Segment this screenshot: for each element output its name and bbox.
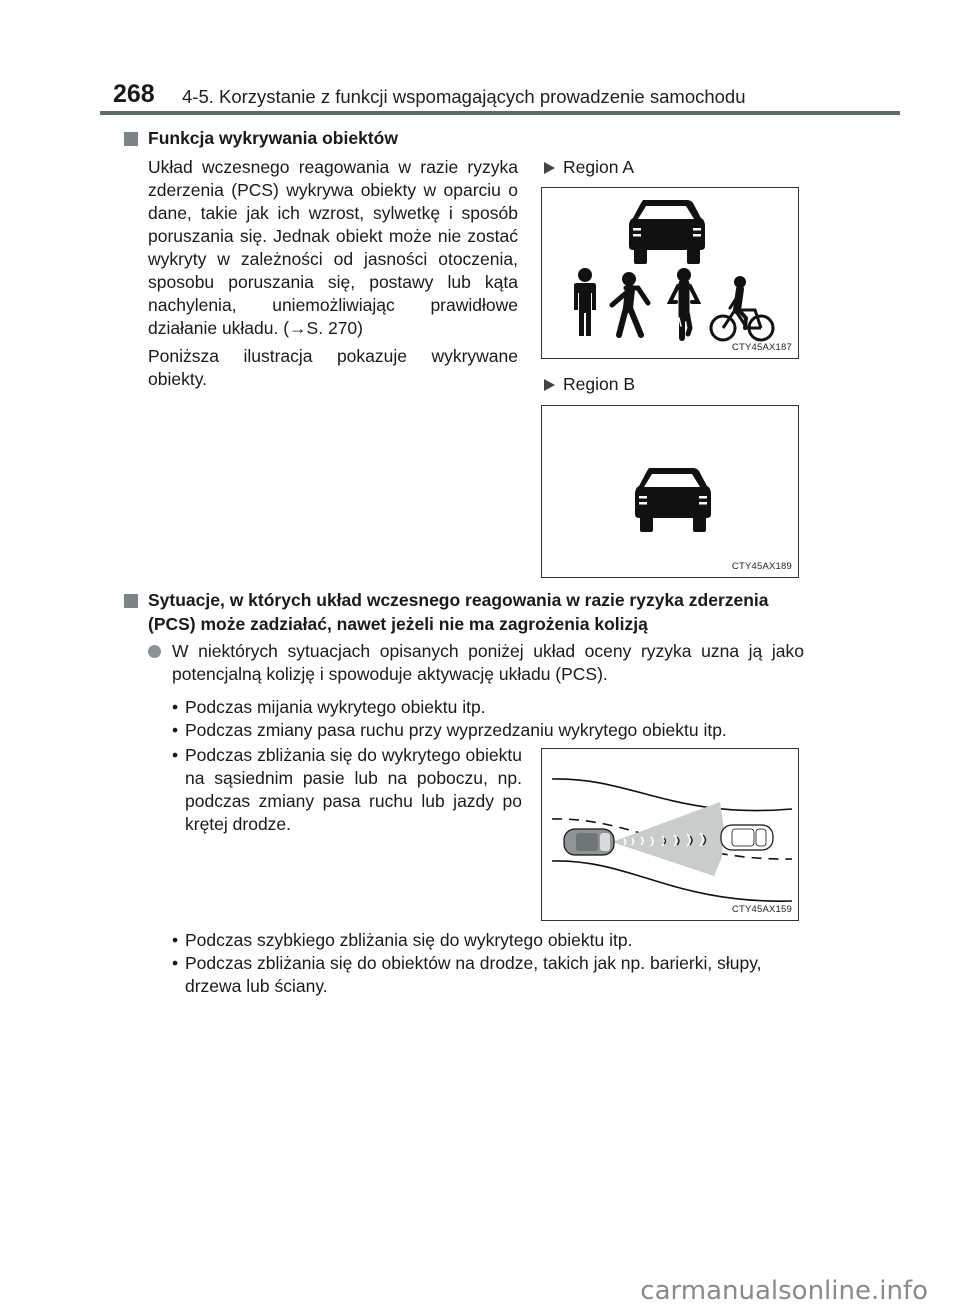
car-front-icon [629,200,705,264]
dot-icon: • [172,930,179,950]
region-b-illustration [542,406,800,579]
figure-region-a [541,187,799,359]
section-title: Sytuacje, w których układ wczesnego reagowania w razie ryzyka zderzenia (PCS) może zadziałać, nawet jeżeli nie ma zagrożenia kolizją [148,590,769,634]
bullet-list-bottom [172,929,804,998]
own-vehicle-icon [564,829,614,855]
page-number: 268 [113,80,155,108]
figure-code: CTY45AX189 [731,561,792,572]
list-item-text: Podczas zmiany pasa ruchu przy wyprzedzaniu wykrytego obiektu itp. [185,720,727,740]
person-walking-bicycle-icon [670,268,698,338]
chapter-title: 4-5. Korzystanie z funkcji wspomagających prowadzenie samochodu [182,86,746,107]
curved-road-illustration [542,749,800,922]
list-item [172,744,522,836]
intro-text: W niektórych sytuacjach opisanych poniżej układ oceny ryzyka uzna ją jako potencjalną kolizję i spowoduje aktywację układu (PCS). [172,641,804,684]
figure-curved-road [541,748,799,921]
region-a-illustration [542,188,800,360]
list-item-text: Podczas szybkiego zbliżania się do wykrytego obiektu itp. [185,930,633,950]
circle-bullet-icon [148,645,161,658]
detected-vehicle-icon [721,825,773,850]
figure-code: CTY45AX187 [731,342,792,353]
dot-icon: • [172,720,179,740]
bullet-list-middle [172,744,522,836]
square-bullet-icon [124,132,138,146]
list-item [172,952,804,998]
list-item [172,696,804,719]
paragraph-illustration-note: Poniższa ilustracja pokazuje wykrywane obiekty. [148,346,518,389]
bullet-list-top [172,696,804,742]
list-item [172,719,804,742]
region-a-label [544,157,634,178]
triangle-bullet-icon [544,162,555,174]
section-title: Funkcja wykrywania obiektów [148,128,398,148]
region-b-text: Region B [563,374,635,394]
list-item-text: Podczas zbliżania się do wykrytego obiektu na sąsiednim pasie lub na poboczu, np. podczas zmiany pasa ruchu lub jazdy po krętej drodze. [185,745,522,834]
cyclist-icon [711,276,773,340]
paragraph-detection-description: Układ wczesnego reagowania w razie ryzyka zderzenia (PCS) wykrywa obiekty w oparciu o dane, takie jak ich wzrost, sylwetkę i sposób poruszania się. Jednak obiekt może nie zostać wykryty w zależności od jasności otoczenia, sposobu poruszania się, postawy lub kąta nachylenia, uniemożliwiając prawidłowe działanie układu. (→S. 270) [148,157,518,338]
square-bullet-icon [124,594,138,608]
dot-icon: • [172,697,179,717]
car-front-icon [635,468,711,532]
standing-person-icon [574,268,596,336]
list-item-text: Podczas zbliżania się do obiektów na drodze, takich jak np. barierki, słupy, drzewa lub ściany. [185,953,762,996]
region-b-label [544,374,635,395]
walking-person-icon [612,272,648,335]
region-a-text: Region A [563,157,635,177]
header-divider [100,111,900,115]
figure-region-b [541,405,799,578]
dot-icon: • [172,745,179,765]
dot-icon: • [172,953,179,973]
watermark: carmanualsonline.info [640,1276,928,1306]
triangle-bullet-icon [544,379,555,391]
list-item [172,929,804,952]
sensor-cone [612,802,724,876]
figure-code: CTY45AX159 [731,904,792,915]
list-item-text: Podczas mijania wykrytego obiektu itp. [185,697,486,717]
